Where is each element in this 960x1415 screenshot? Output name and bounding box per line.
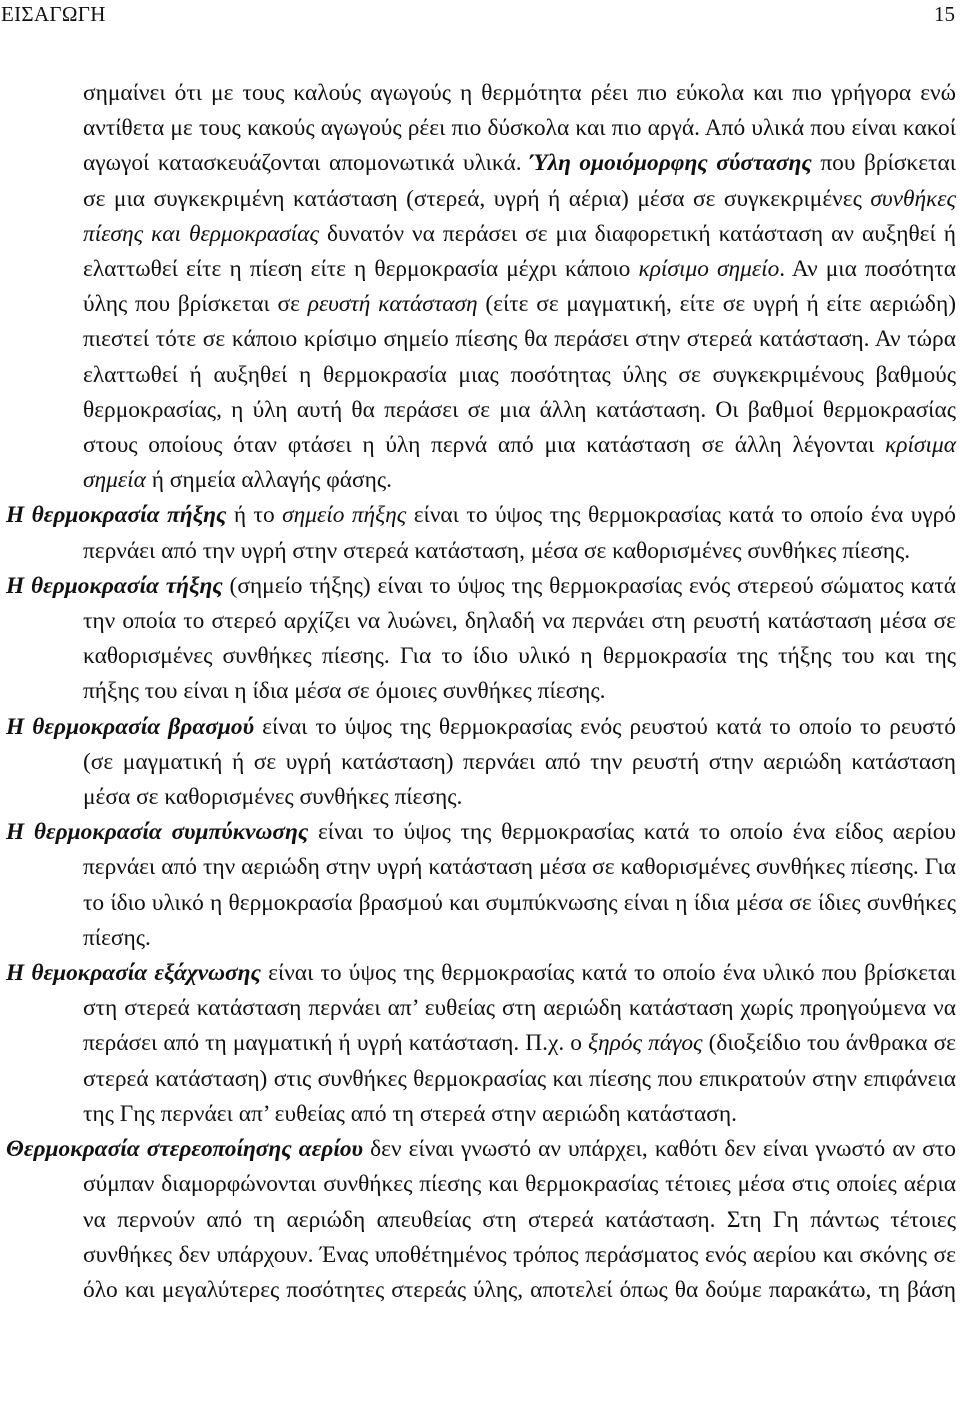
page-body — [0, 76, 960, 1308]
page-header — [0, 0, 960, 30]
term-condensation-temperature: Η θερμοκρασία συμπύκνωσης — [6, 819, 309, 846]
emphasis-fluid-state: ρευστή κατάσταση — [307, 291, 478, 318]
paragraph-text: ή το — [226, 502, 283, 529]
emphasis-dry-ice: ξηρός πάγος — [588, 1030, 703, 1057]
running-header-section: ΕΙΣΑΓΩΓΗ — [1, 2, 106, 26]
paragraph-text: είναι το ύψος της θερμοκρασίας κατά το οποίο ένα υγρό περνάει από την υγρή στην στερεά κατάσταση, μέσα σε καθορισμένες συνθήκες πίεσης. — [83, 502, 957, 564]
paragraph-text: ή σημεία αλλαγής φάσης. — [145, 467, 392, 494]
paragraph-text: σημαίνει ότι με τους καλούς αγωγούς η θερμότητα ρέει πιο εύκολα και πιο γρήγορα ενώ αντίθετα με τους κακούς αγωγούς ρέει πιο δύσκολα και πιο αργά. Από υλικά που είναι κακοί αγωγοί κατασκευάζονται απομονωτικά υλικά. — [83, 80, 956, 177]
paragraph-text: (είτε σε μαγματική, είτε σε υγρή ή είτε αεριώδη) πιεστεί τότε σε κάποιο κρίσιμο σημείο πίεσης θα περάσει στην στερεά κατάσταση. Αν τώρα ελαττωθεί ή αυξηθεί η θερμοκρασία μιας ποσότητας ύλης σε συγκεκριμένους βαθμούς θερμοκρασίας, η ύλη αυτή θα περάσει σε μια άλλη κατάσταση. Οι βαθμοί θερμοκρασίας στους οποίους όταν φτάσει η ύλη περνά από μια κατάσταση σε άλλη λέγονται — [83, 291, 956, 459]
term-melting-temperature: Η θερμοκρασία τήξης — [6, 572, 223, 599]
paragraph-sublimation-point — [0, 956, 960, 1132]
paragraph-text: (διοξείδιο του άνθρακα σε στερεά κατάσταση) στις συνθήκες θερμοκρασίας και πίεσης που επικρατούν στην επιφάνεια της Γης περνάει απ’ ευθείας από τη στερεά στην αεριώδη κατάσταση. — [83, 1030, 957, 1127]
paragraph-condensation-point — [0, 815, 960, 956]
paragraph-text: που βρίσκεται σε μια συγκεκριμένη κατάσταση (στερεά, υγρή ή αέρια) μέσα σε συγκεκριμένες — [83, 150, 956, 212]
emphasis-freezing-point: σημείο πήξης — [282, 502, 407, 529]
term-uniform-matter: Ύλη ομοιόμορφης σύστασης — [530, 150, 812, 177]
paragraph-text: είναι το ύψος της θερμοκρασίας κατά το οποίο ένα είδος αερίου περνάει από την αεριώδη στην υγρή κατάσταση μέσα σε καθορισμένες συνθήκες πίεσης. Για το ίδιο υλικό η θερμοκρασία βρασμού και συμπύκνωσης είναι η ίδια μέσα σε ίδιες συνθήκες πίεσης. — [83, 819, 956, 951]
paragraph-melting-point — [0, 569, 960, 710]
paragraph-freezing-point — [0, 498, 960, 568]
paragraph-gas-solidification — [0, 1132, 960, 1308]
paragraph-text: δυνατόν να περάσει σε μια διαφορετική κατάσταση αν αυξηθεί ή ελαττωθεί είτε η πίεση είτε η θερμοκρασία μέχρι κάποιο — [83, 220, 956, 283]
emphasis-critical-points: κρίσιμα σημεία — [83, 432, 956, 494]
paragraph-text: (σημείο τήξης) είναι το ύψος της θερμοκρασίας ενός στερεού σώματος κατά την οποία το στερεό αρχίζει να λυώνει, δηλαδή να περνάει στη ρευστή κατάσταση μέσα σε καθορισμένες συνθήκες πίεσης. Για το ίδιο υλικό η θερμοκρασία της τήξης του και της πήξης του είναι η ίδια μέσα σε όμοιες συνθήκες πίεσης. — [83, 572, 956, 705]
emphasis-pressure-temperature: συνθήκες πίεσης και θερμοκρασίας — [83, 185, 956, 247]
paragraph-heat-conduction — [0, 76, 960, 498]
term-freezing-temperature: Η θερμοκρασία πήξης — [6, 502, 227, 529]
paragraph-boiling-point — [0, 710, 960, 816]
page-number: 15 — [934, 2, 955, 26]
paragraph-text: δεν είναι γνωστό αν υπάρχει, καθότι δεν είναι γνωστό αν στο σύμπαν διαμορφώνονται συνθήκες πίεσης και θερμοκρασίας τέτοιες μέσα στις οποίες αέρια να περνούν από τη αεριώδη απευθείας στη στερεά κατάσταση. Στη Γη πάντως τέτοιες συνθήκες δεν υπάρχουν. Ένας υποθέτημένος τρόπος περάσματος ενός αερίου και σκόνης σε όλο και μεγαλύτερες ποσότητες στερεάς ύλης, αποτελεί όπως θα δούμε παρακάτω, τη βάση — [83, 1136, 956, 1303]
term-sublimation-temperature: Η θεμοκρασία εξάχνωσης — [6, 960, 261, 987]
paragraph-text: . Αν μια ποσότητα ύλης που βρίσκεται σε — [83, 256, 957, 318]
term-gas-solidification-temperature: Θερμοκρασία στερεοποίησης αερίου — [6, 1136, 364, 1163]
paragraph-text: είναι το ύψος της θερμοκρασίας ενός ρευστού κατά το οποίο το ρευστό (σε μαγματική ή σε υγρή κατάσταση) περνάει από την ρευστή στην αεριώδη κατάσταση μέσα σε καθορισμένες συνθήκες πίεσης. — [83, 713, 956, 811]
emphasis-critical-point: κρίσιμο σημείο — [638, 256, 780, 283]
term-boiling-temperature: Η θερμοκρασία βρασμού — [6, 713, 255, 740]
paragraph-text: είναι το ύψος της θερμοκρασίας κατά το οποίο ένα υλικό που βρίσκεται στη στερεά κατάσταση περνάει απ’ ευθείας στη αεριώδη κατάσταση χωρίς προηγούμενα να περάσει από τη μαγματική ή υγρή κατάσταση. Π.χ. ο — [83, 960, 957, 1057]
